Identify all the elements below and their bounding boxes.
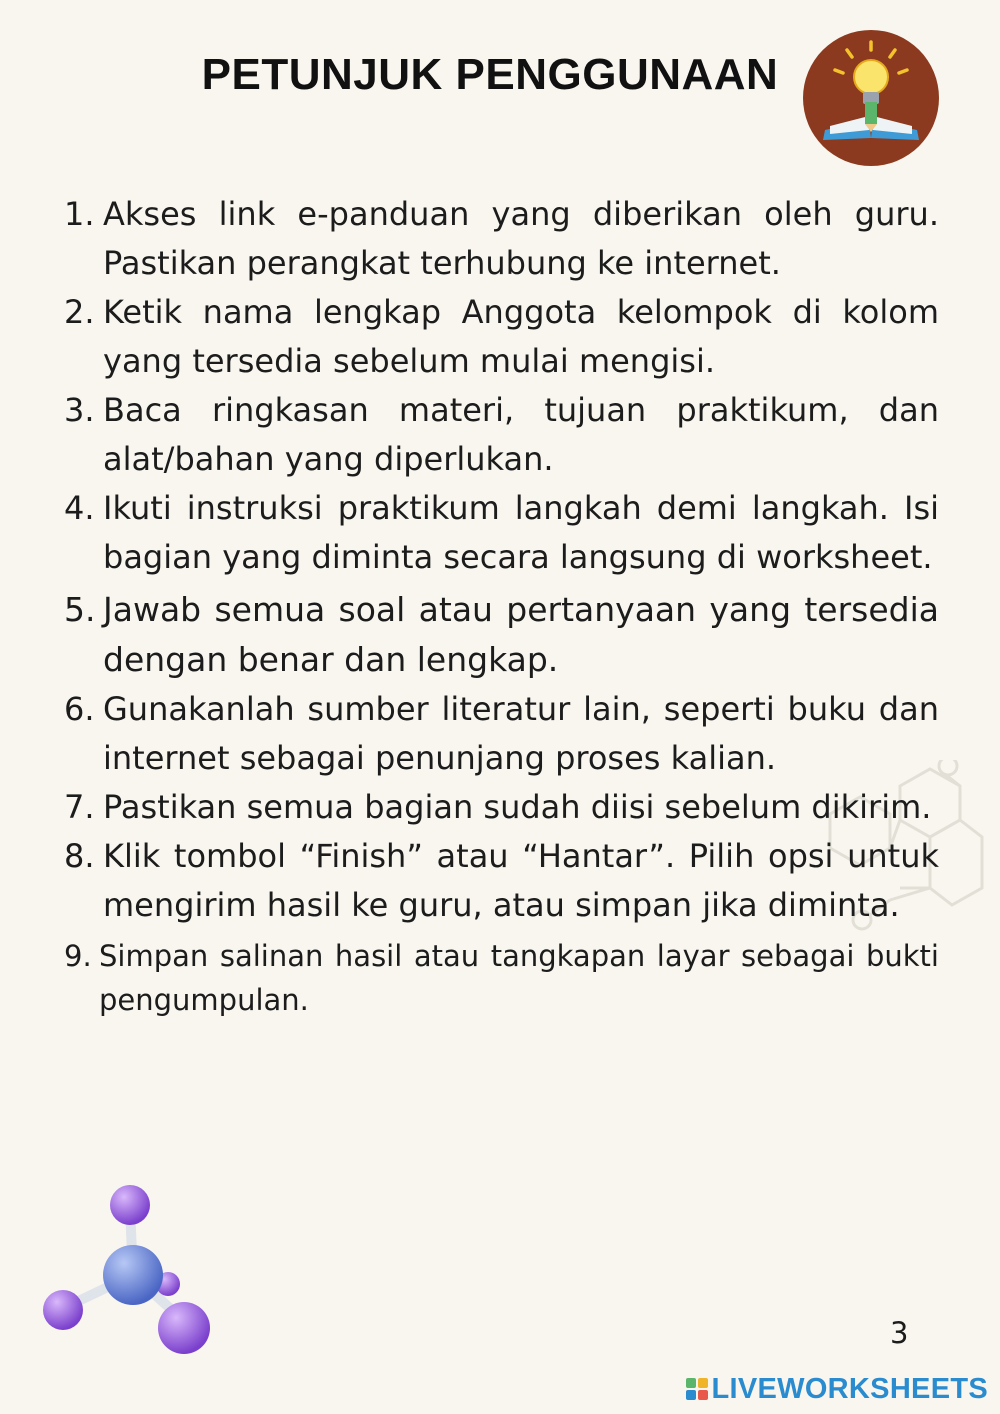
list-item: 5. Jawab semua soal atau pertanyaan yang tersedia dengan benar dan lengkap. [64,590,939,679]
page-title: PETUNJUK PENGGUNAAN [201,50,779,99]
list-item: 8. Klik tombol “Finish” atau “Hantar”. Pilih opsi untuk mengirim hasil ke guru, atau simpan jika diminta. [64,837,939,924]
list-item: 2. Ketik nama lengkap Anggota kelompok di kolom yang tersedia sebelum mulai mengisi. [64,293,939,380]
lightbulb-book-icon [803,30,939,166]
molecule-model-icon [38,1180,218,1360]
list-item: 6. Gunakanlah sumber literatur lain, seperti buku dan internet sebagai penunjang proses kalian. [64,690,939,777]
list-item: 7. Pastikan semua bagian sudah diisi sebelum dikirim. [64,788,932,826]
brand-name: LIVEWORKSHEETS [711,1372,988,1405]
instruction-list [64,190,939,1022]
page-number: 3 [890,1316,909,1350]
list-item: 3. Baca ringkasan materi, tujuan praktikum, dan alat/bahan yang diperlukan. [64,391,939,478]
liveworksheets-logo [686,1372,989,1406]
list-item: 1. Akses link e-panduan yang diberikan oleh guru. Pastikan perangkat terhubung ke internet. [64,195,939,282]
liveworksheets-logo-icon [686,1378,708,1400]
list-item: 4. Ikuti instruksi praktikum langkah demi langkah. Isi bagian yang diminta secara langsung di worksheet. [64,489,939,576]
list-item: 9. Simpan salinan hasil atau tangkapan layar sebagai bukti pengumpulan. [64,939,939,1017]
